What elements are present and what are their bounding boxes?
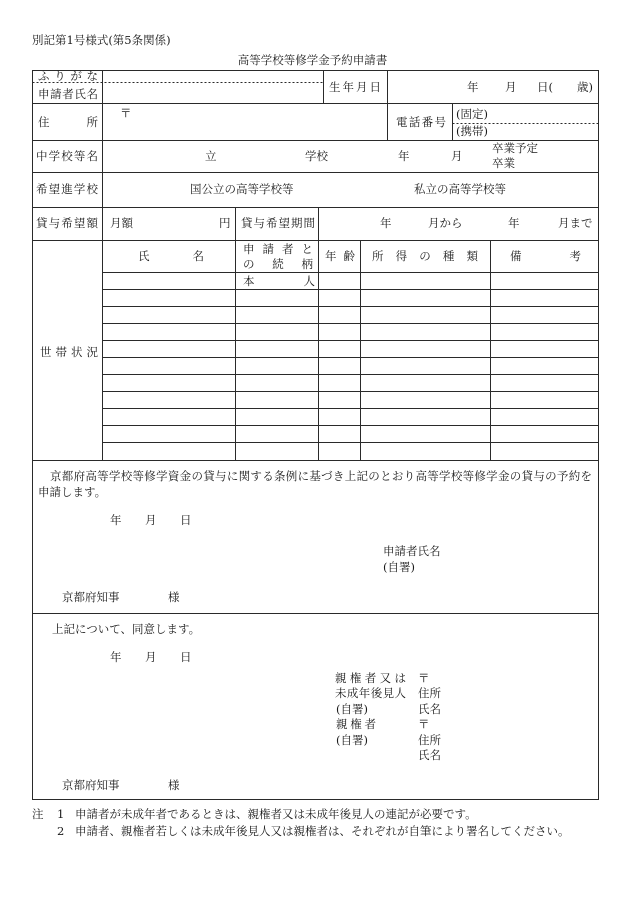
document-title: 高等学校等修学金予約申請書: [237, 53, 388, 67]
guardian-1-address-label: 住所: [418, 686, 441, 700]
consent-honorific: 様: [168, 778, 180, 792]
consent-text: 上記について、同意します。: [52, 622, 201, 636]
declaration-applicant-name-label: 申請者氏名: [383, 544, 441, 558]
junior-high-school-suffix: 学校: [305, 149, 328, 163]
consent-addressee: 京都府知事: [62, 778, 120, 792]
period-from-month: 月から: [428, 216, 463, 230]
declaration-year-unit: 年: [110, 513, 122, 527]
note-1-number: 1: [57, 807, 65, 821]
household-col-relation-line1: 申請者と: [243, 242, 313, 256]
guardian-2-postal-mark: 〒: [418, 717, 430, 731]
guardian-signature-note-1: (自署): [336, 702, 368, 716]
household-col-age: 年齢: [325, 249, 355, 263]
household-self-relation: 本人: [243, 274, 315, 288]
household-col-relation-line2: の続柄: [243, 257, 313, 271]
consent-day-unit: 日: [180, 650, 192, 664]
postal-mark: 〒: [120, 106, 132, 120]
loan-period-label: 貸与希望期間: [241, 216, 315, 230]
phone-landline-label: (固定): [456, 107, 488, 121]
guardian-1-postal-mark: 〒: [418, 671, 430, 685]
desired-school-label: 希望進学校: [36, 182, 98, 196]
form-reference: 別記第1号様式(第5条関係): [32, 33, 171, 47]
period-from-year: 年: [380, 216, 392, 230]
monthly-amount-label: 月額: [110, 216, 133, 230]
private-school-option: 私立の高等学校等: [414, 182, 506, 196]
public-school-option: 国公立の高等学校等: [190, 182, 294, 196]
address-label: 住所: [38, 115, 98, 129]
declaration-addressee: 京都府知事: [62, 590, 120, 604]
furigana-label: ふりがな: [38, 69, 98, 83]
guardian-signature-note-2: (自署): [336, 733, 368, 747]
form-outer-border: [33, 71, 599, 800]
guardian-1-name-label: 氏名: [418, 702, 441, 716]
household-label: 世帯状況: [40, 345, 98, 359]
graduation-month-unit: 月: [451, 149, 463, 163]
guardian-label-parent: 親権者: [336, 717, 376, 731]
birth-day-unit: 日(: [537, 80, 553, 94]
household-col-remarks: 備考: [510, 249, 581, 263]
junior-high-label: 中学校等名: [36, 149, 98, 163]
household-col-income: 所得の種類: [372, 249, 478, 263]
period-to-month: 月まで: [558, 216, 593, 230]
junior-high-establishment: 立: [205, 149, 217, 163]
period-to-year: 年: [508, 216, 520, 230]
declaration-text-line1: 京都府高等学校等修学資金の貸与に関する条例に基づき上記のとおり高等学校等修学金の貸与の予約を: [50, 469, 592, 483]
guardian-label-parent-or: 親権者又は: [335, 671, 406, 685]
note-1-text: 申請者が未成年者であるときは、親権者又は未成年後見人の連記が必要です。: [75, 807, 477, 821]
birth-year-unit: 年: [467, 80, 479, 94]
note-2-number: 2: [57, 824, 65, 838]
graduation-year-unit: 年: [398, 149, 410, 163]
applicant-name-label: 申請者氏名: [38, 87, 98, 101]
graduation-completed: 卒業: [492, 156, 515, 170]
guardian-2-address-label: 住所: [418, 733, 441, 747]
consent-year-unit: 年: [110, 650, 122, 664]
note-2-text: 申請者、親権者若しくは未成年後見人又は親権者は、それぞれが自筆により署名してください。: [75, 824, 570, 838]
declaration-text-line2: 申請します。: [38, 485, 107, 499]
yen-unit: 円: [219, 216, 231, 230]
graduation-expected: 卒業予定: [492, 141, 538, 155]
phone-label: 電話番号: [396, 115, 446, 129]
birthdate-label: 生年月日: [329, 80, 381, 94]
age-unit: 歳): [577, 80, 593, 94]
guardian-label-minor-guardian: 未成年後見人: [335, 686, 406, 700]
guardian-2-name-label: 氏名: [418, 748, 441, 762]
notes-marker: 注: [32, 807, 44, 821]
consent-month-unit: 月: [145, 650, 157, 664]
declaration-signature-note: (自署): [383, 560, 415, 574]
declaration-day-unit: 日: [180, 513, 192, 527]
declaration-month-unit: 月: [145, 513, 157, 527]
birth-month-unit: 月: [505, 80, 517, 94]
household-col-name: 氏名: [138, 249, 204, 263]
declaration-honorific: 様: [168, 590, 180, 604]
phone-mobile-label: (携帯): [456, 124, 488, 138]
loan-amount-label: 貸与希望額: [36, 216, 98, 230]
